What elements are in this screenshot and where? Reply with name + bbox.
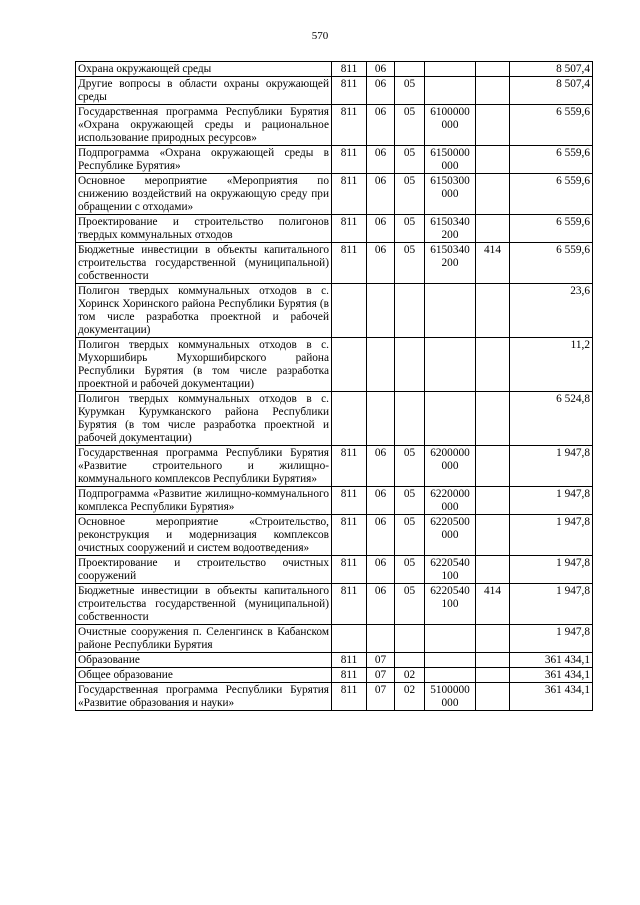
row-sum: 1 947,8 (510, 556, 593, 584)
row-name: Общее образование (76, 668, 332, 683)
row-vr-code (476, 77, 510, 105)
row-vr-code (476, 446, 510, 487)
row-gr-code: 811 (332, 174, 367, 215)
row-csr-code (425, 625, 476, 653)
row-rz-code: 07 (367, 683, 395, 711)
row-gr-code: 811 (332, 556, 367, 584)
row-rz-code (367, 625, 395, 653)
row-vr-code (476, 146, 510, 174)
row-pr-code (395, 392, 425, 446)
row-gr-code: 811 (332, 683, 367, 711)
table-row (76, 284, 593, 338)
row-sum: 1 947,8 (510, 515, 593, 556)
table-row (76, 77, 593, 105)
row-pr-code: 02 (395, 668, 425, 683)
row-sum: 1 947,8 (510, 625, 593, 653)
row-pr-code: 05 (395, 105, 425, 146)
row-rz-code: 06 (367, 146, 395, 174)
row-pr-code: 05 (395, 243, 425, 284)
row-pr-code: 05 (395, 77, 425, 105)
row-sum: 11,2 (510, 338, 593, 392)
row-name: Другие вопросы в области охраны окружающей среды (76, 77, 332, 105)
row-csr-code: 6220500 000 (425, 515, 476, 556)
row-vr-code (476, 62, 510, 77)
row-pr-code: 05 (395, 446, 425, 487)
row-vr-code (476, 625, 510, 653)
row-pr-code (395, 62, 425, 77)
row-vr-code (476, 338, 510, 392)
row-vr-code (476, 515, 510, 556)
row-pr-code: 05 (395, 487, 425, 515)
table-row (76, 584, 593, 625)
row-pr-code: 05 (395, 215, 425, 243)
row-rz-code: 07 (367, 668, 395, 683)
row-vr-code (476, 105, 510, 146)
row-name: Образование (76, 653, 332, 668)
table-row (76, 215, 593, 243)
row-gr-code (332, 284, 367, 338)
row-csr-code (425, 653, 476, 668)
row-name: Полигон твердых коммунальных отходов в с. Мухоршибирь Мухоршибирского района Республики Бурятия (в том числе разработка проектной и рабочей документации) (76, 338, 332, 392)
table-row (76, 243, 593, 284)
row-vr-code (476, 683, 510, 711)
row-csr-code (425, 77, 476, 105)
page-number: 570 (311, 30, 329, 42)
row-pr-code: 05 (395, 584, 425, 625)
row-name: Государственная программа Республики Бурятия «Охрана окружающей среды и рациональное использование природных ресурсов» (76, 105, 332, 146)
row-name: Государственная программа Республики Бурятия «Развитие образования и науки» (76, 683, 332, 711)
row-gr-code: 811 (332, 215, 367, 243)
row-csr-code: 6100000 000 (425, 105, 476, 146)
row-vr-code (476, 284, 510, 338)
row-name: Бюджетные инвестиции в объекты капитального строительства государственной (муниципальной) собственности (76, 584, 332, 625)
row-sum: 1 947,8 (510, 584, 593, 625)
row-rz-code: 06 (367, 62, 395, 77)
row-name: Бюджетные инвестиции в объекты капитального строительства государственной (муниципальной) собственности (76, 243, 332, 284)
row-rz-code: 06 (367, 556, 395, 584)
row-sum: 8 507,4 (510, 77, 593, 105)
row-pr-code: 02 (395, 683, 425, 711)
row-csr-code: 6200000 000 (425, 446, 476, 487)
row-rz-code: 06 (367, 174, 395, 215)
row-vr-code (476, 392, 510, 446)
table-row (76, 556, 593, 584)
row-gr-code: 811 (332, 668, 367, 683)
row-vr-code (476, 487, 510, 515)
budget-table-body (76, 62, 593, 711)
table-row (76, 683, 593, 711)
row-csr-code: 6150000 000 (425, 146, 476, 174)
row-gr-code: 811 (332, 653, 367, 668)
row-csr-code: 6150340 200 (425, 243, 476, 284)
row-rz-code (367, 338, 395, 392)
row-csr-code: 6220000 000 (425, 487, 476, 515)
table-row (76, 515, 593, 556)
row-gr-code: 811 (332, 584, 367, 625)
row-csr-code: 5100000 000 (425, 683, 476, 711)
table-row (76, 487, 593, 515)
row-pr-code (395, 625, 425, 653)
row-sum: 361 434,1 (510, 668, 593, 683)
row-name: Проектирование и строительство полигонов твердых коммунальных отходов (76, 215, 332, 243)
row-rz-code: 07 (367, 653, 395, 668)
row-rz-code: 06 (367, 77, 395, 105)
row-rz-code (367, 392, 395, 446)
row-sum: 1 947,8 (510, 487, 593, 515)
row-sum: 361 434,1 (510, 683, 593, 711)
row-name: Проектирование и строительство очистных сооружений (76, 556, 332, 584)
row-name: Подпрограмма «Развитие жилищно-коммунального комплекса Республики Бурятия» (76, 487, 332, 515)
row-gr-code (332, 338, 367, 392)
row-csr-code: 6150300 000 (425, 174, 476, 215)
row-sum: 8 507,4 (510, 62, 593, 77)
row-vr-code (476, 653, 510, 668)
row-pr-code: 05 (395, 556, 425, 584)
row-gr-code: 811 (332, 77, 367, 105)
row-rz-code: 06 (367, 446, 395, 487)
row-pr-code (395, 338, 425, 392)
row-name: Очистные сооружения п. Селенгинск в Кабанском районе Республики Бурятия (76, 625, 332, 653)
row-name: Основное мероприятие «Строительство, реконструкция и модернизация комплексов очистных сооружений и систем водоотведения» (76, 515, 332, 556)
row-csr-code (425, 668, 476, 683)
row-gr-code (332, 625, 367, 653)
row-name: Полигон твердых коммунальных отходов в с. Курумкан Курумканского района Республики Бурятия (в том числе разработка проектной и рабочей документации) (76, 392, 332, 446)
row-gr-code: 811 (332, 105, 367, 146)
row-pr-code (395, 284, 425, 338)
row-sum: 6 559,6 (510, 146, 593, 174)
row-sum: 361 434,1 (510, 653, 593, 668)
row-pr-code: 05 (395, 174, 425, 215)
row-gr-code (332, 392, 367, 446)
table-row (76, 338, 593, 392)
row-sum: 23,6 (510, 284, 593, 338)
row-gr-code: 811 (332, 446, 367, 487)
table-row (76, 625, 593, 653)
row-csr-code (425, 392, 476, 446)
table-row (76, 146, 593, 174)
row-csr-code: 6220540 100 (425, 584, 476, 625)
row-sum: 6 559,6 (510, 105, 593, 146)
row-rz-code: 06 (367, 515, 395, 556)
row-gr-code: 811 (332, 487, 367, 515)
row-gr-code: 811 (332, 146, 367, 174)
row-rz-code: 06 (367, 243, 395, 284)
row-name: Полигон твердых коммунальных отходов в с. Хоринск Хоринского района Республики Бурятия (в том числе разработка проектной и рабочей документации) (76, 284, 332, 338)
row-name: Основное мероприятие «Мероприятия по снижению воздействий на окружающую среду при обращении с отходами» (76, 174, 332, 215)
row-csr-code: 6220540 100 (425, 556, 476, 584)
row-vr-code (476, 215, 510, 243)
row-gr-code: 811 (332, 515, 367, 556)
table-row (76, 174, 593, 215)
row-sum: 1 947,8 (510, 446, 593, 487)
row-csr-code (425, 338, 476, 392)
table-row (76, 446, 593, 487)
row-name: Государственная программа Республики Бурятия «Развитие строительного и жилищно-коммунального комплексов Республики Бурятия» (76, 446, 332, 487)
table-row (76, 392, 593, 446)
row-gr-code: 811 (332, 62, 367, 77)
row-sum: 6 559,6 (510, 215, 593, 243)
budget-table (75, 61, 593, 711)
row-csr-code: 6150340 200 (425, 215, 476, 243)
row-sum: 6 559,6 (510, 243, 593, 284)
table-row (76, 105, 593, 146)
row-vr-code (476, 668, 510, 683)
row-vr-code: 414 (476, 584, 510, 625)
row-csr-code (425, 284, 476, 338)
table-row (76, 653, 593, 668)
row-rz-code (367, 284, 395, 338)
row-gr-code: 811 (332, 243, 367, 284)
row-vr-code (476, 174, 510, 215)
row-rz-code: 06 (367, 105, 395, 146)
row-vr-code (476, 556, 510, 584)
row-vr-code: 414 (476, 243, 510, 284)
table-row (76, 668, 593, 683)
row-pr-code: 05 (395, 515, 425, 556)
row-name: Охрана окружающей среды (76, 62, 332, 77)
row-pr-code: 05 (395, 146, 425, 174)
row-csr-code (425, 62, 476, 77)
row-rz-code: 06 (367, 487, 395, 515)
row-rz-code: 06 (367, 584, 395, 625)
row-pr-code (395, 653, 425, 668)
row-name: Подпрограмма «Охрана окружающей среды в Республике Бурятия» (76, 146, 332, 174)
row-sum: 6 559,6 (510, 174, 593, 215)
row-sum: 6 524,8 (510, 392, 593, 446)
table-row (76, 62, 593, 77)
row-rz-code: 06 (367, 215, 395, 243)
